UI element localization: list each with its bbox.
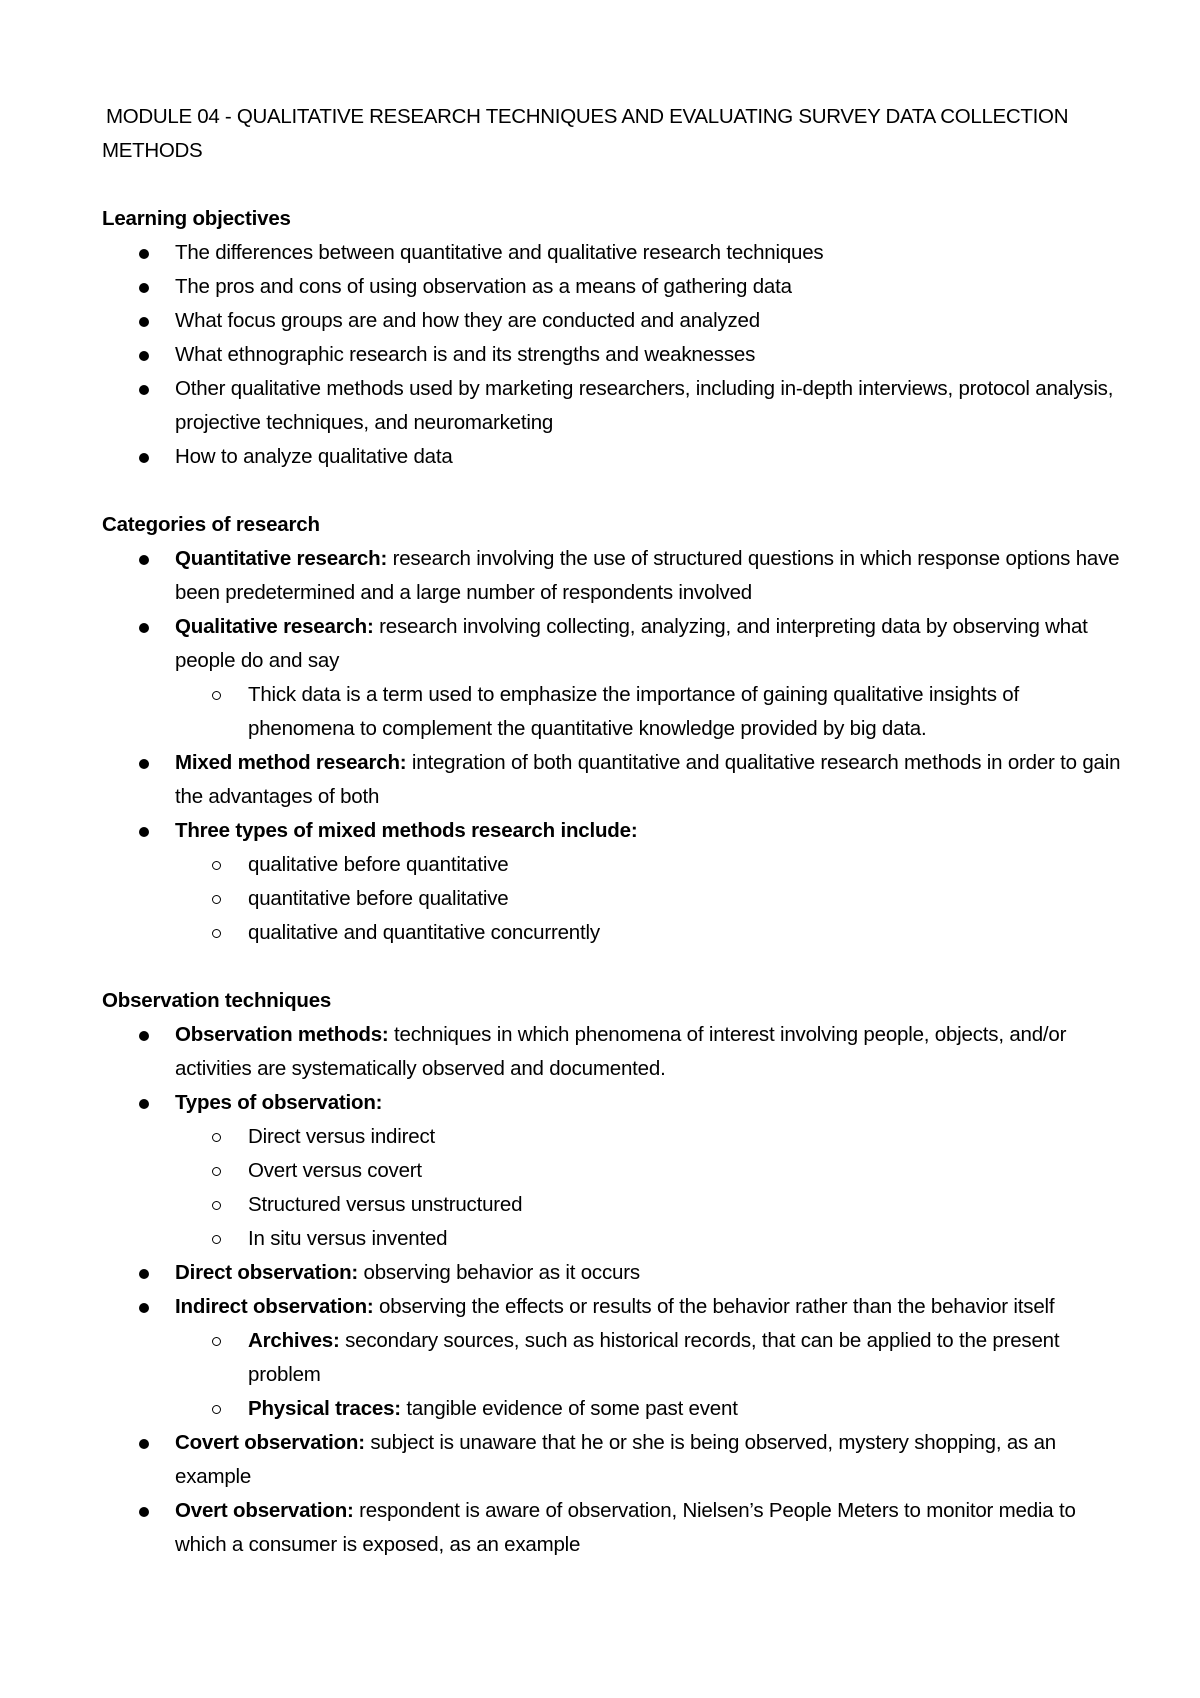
bullet-item — [102, 1290, 1122, 1324]
item-text: How to analyze qualitative data — [175, 445, 453, 468]
filled-bullet-icon — [139, 385, 149, 395]
item-text: qualitative and quantitative concurrently — [248, 921, 600, 944]
item-text: tangible evidence of some past event — [400, 1397, 738, 1420]
item-text: research involving collecting, analyzing, and interpreting data by observing what people do and say — [175, 615, 1088, 672]
filled-bullet-icon — [139, 283, 149, 293]
section-heading: Categories of research — [102, 513, 320, 536]
sub-bullet-item — [102, 848, 1122, 882]
section-spacer — [102, 950, 1122, 984]
bullet-item — [102, 236, 1122, 270]
term-label: Three types of mixed methods research include: — [175, 819, 638, 842]
section-spacer — [102, 474, 1122, 508]
sub-bullet-item — [102, 1188, 1122, 1222]
item-text: In situ versus invented — [248, 1227, 448, 1250]
filled-bullet-icon — [139, 1099, 149, 1109]
item-text: respondent is aware of observation, Nielsen’s People Meters to monitor media to which a consumer is exposed, as an example — [175, 1499, 1076, 1556]
term-label: Covert observation: — [175, 1431, 365, 1454]
bullet-list — [102, 542, 1122, 950]
hollow-bullet-icon — [212, 861, 221, 870]
filled-bullet-icon — [139, 249, 149, 259]
sub-bullet-item — [102, 1324, 1122, 1392]
bullet-item — [102, 610, 1122, 678]
filled-bullet-icon — [139, 555, 149, 565]
item-text: observing the effects or results of the behavior rather than the behavior itself — [373, 1295, 1055, 1318]
hollow-bullet-icon — [212, 1337, 221, 1346]
item-text: The differences between quantitative and qualitative research techniques — [175, 241, 824, 264]
bullet-item — [102, 440, 1122, 474]
item-text: secondary sources, such as historical records, that can be applied to the present problem — [248, 1329, 1060, 1386]
item-text: techniques in which phenomena of interest involving people, objects, and/or activities are systematically observed and documented. — [175, 1023, 1067, 1080]
hollow-bullet-icon — [212, 1235, 221, 1244]
term-label: Indirect observation: — [175, 1295, 374, 1318]
item-text: quantitative before qualitative — [248, 887, 509, 910]
sections-container — [102, 202, 1122, 1562]
item-text: integration of both quantitative and qualitative research methods in order to gain the advantages of both — [175, 751, 1121, 808]
hollow-bullet-icon — [212, 1133, 221, 1142]
bullet-item — [102, 1086, 1122, 1120]
term-label: Types of observation: — [175, 1091, 383, 1114]
term-label: Quantitative research: — [175, 547, 388, 570]
filled-bullet-icon — [139, 759, 149, 769]
term-label: Observation methods: — [175, 1023, 389, 1046]
term-label: Mixed method research: — [175, 751, 407, 774]
term-label: Qualitative research: — [175, 615, 374, 638]
bullet-item — [102, 1256, 1122, 1290]
term-label: Physical traces: — [248, 1397, 401, 1420]
filled-bullet-icon — [139, 1303, 149, 1313]
bullet-item — [102, 542, 1122, 610]
filled-bullet-icon — [139, 1439, 149, 1449]
filled-bullet-icon — [139, 827, 149, 837]
bullet-item — [102, 1426, 1122, 1494]
sub-bullet-item — [102, 1120, 1122, 1154]
term-label: Direct observation: — [175, 1261, 359, 1284]
item-text: research involving the use of structured questions in which response options have been predetermined and a large number of respondents involved — [175, 547, 1120, 604]
item-text: Thick data is a term used to emphasize the importance of gaining qualitative insights of phenomena to complement the quantitative knowledge provided by big data. — [248, 683, 1019, 740]
hollow-bullet-icon — [212, 1167, 221, 1176]
item-text: qualitative before quantitative — [248, 853, 509, 876]
sub-bullet-item — [102, 1392, 1122, 1426]
bullet-item — [102, 304, 1122, 338]
bullet-item — [102, 1494, 1122, 1562]
item-text: Other qualitative methods used by marketing researchers, including in-depth interviews, protocol analysis, projective techniques, and neuromarketing — [175, 377, 1114, 434]
item-text: Overt versus covert — [248, 1159, 422, 1182]
term-label: Overt observation: — [175, 1499, 354, 1522]
bullet-list — [102, 236, 1122, 474]
section-heading: Observation techniques — [102, 989, 332, 1012]
bullet-item — [102, 746, 1122, 814]
hollow-bullet-icon — [212, 691, 221, 700]
sub-bullet-item — [102, 678, 1122, 746]
item-text: What focus groups are and how they are conducted and analyzed — [175, 309, 760, 332]
item-text: observing behavior as it occurs — [358, 1261, 640, 1284]
item-text: What ethnographic research is and its strengths and weaknesses — [175, 343, 756, 366]
filled-bullet-icon — [139, 1269, 149, 1279]
filled-bullet-icon — [139, 1031, 149, 1041]
sub-bullet-item — [102, 1222, 1122, 1256]
sub-bullet-item — [102, 1154, 1122, 1188]
hollow-bullet-icon — [212, 1405, 221, 1414]
item-text: Structured versus unstructured — [248, 1193, 523, 1216]
hollow-bullet-icon — [212, 929, 221, 938]
hollow-bullet-icon — [212, 1201, 221, 1210]
document-body — [102, 100, 1122, 1562]
section-heading: Learning objectives — [102, 207, 291, 230]
bullet-item — [102, 338, 1122, 372]
item-text: Direct versus indirect — [248, 1125, 435, 1148]
bullet-item — [102, 372, 1122, 440]
sub-bullet-item — [102, 882, 1122, 916]
document-title: MODULE 04 - QUALITATIVE RESEARCH TECHNIQUES AND EVALUATING SURVEY DATA COLLECTION METHODS — [102, 105, 1069, 162]
bullet-item — [102, 1018, 1122, 1086]
filled-bullet-icon — [139, 1507, 149, 1517]
filled-bullet-icon — [139, 351, 149, 361]
item-text: subject is unaware that he or she is being observed, mystery shopping, as an example — [175, 1431, 1056, 1488]
bullet-item — [102, 270, 1122, 304]
filled-bullet-icon — [139, 453, 149, 463]
bullet-item — [102, 814, 1122, 848]
sub-bullet-item — [102, 916, 1122, 950]
hollow-bullet-icon — [212, 895, 221, 904]
filled-bullet-icon — [139, 623, 149, 633]
bullet-list — [102, 1018, 1122, 1562]
item-text: The pros and cons of using observation as a means of gathering data — [175, 275, 792, 298]
term-label: Archives: — [248, 1329, 340, 1352]
filled-bullet-icon — [139, 317, 149, 327]
